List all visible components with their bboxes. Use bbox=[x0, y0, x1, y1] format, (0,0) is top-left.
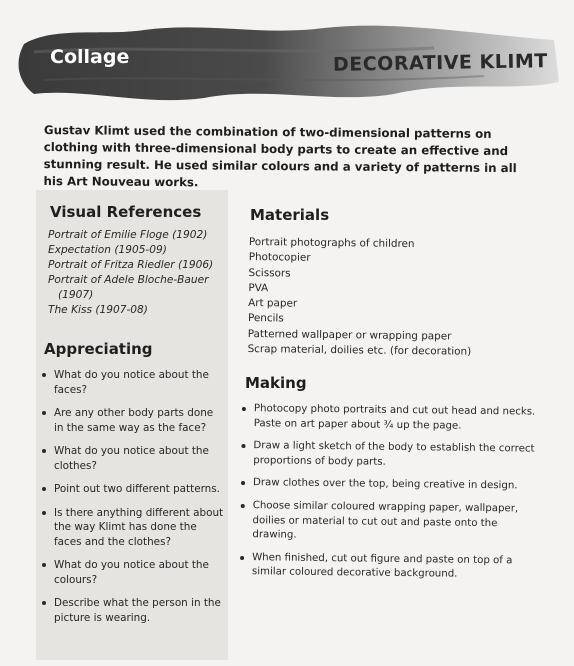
list-item: Photocopy photo portraits and cut out head and necks. Paste on art paper about ¾ up the page. bbox=[240, 402, 536, 435]
material-item: PVA bbox=[248, 281, 269, 295]
reference-item: The Kiss (1907-08) bbox=[48, 304, 148, 316]
making-heading: Making bbox=[245, 374, 307, 392]
appreciating-heading: Appreciating bbox=[44, 340, 153, 358]
section-label: Collage bbox=[50, 46, 130, 68]
material-item: Patterned wallpaper or wrapping paper bbox=[247, 327, 452, 343]
reference-item: Portrait of Emilie Floge (1902) bbox=[48, 229, 208, 241]
materials-list bbox=[248, 235, 549, 361]
material-item: Scrap material, doilies etc. (for decoration) bbox=[247, 343, 472, 358]
list-item: What do you notice about the faces? bbox=[36, 368, 224, 397]
list-item: Are any other body parts done in the same way as the face? bbox=[36, 406, 224, 435]
list-item: When finished, cut out figure and paste on top of a similar coloured decorative background. bbox=[238, 551, 534, 584]
material-item: Scissors bbox=[248, 266, 291, 280]
list-item: What do you notice about the clothes? bbox=[36, 444, 224, 473]
visual-references-heading: Visual References bbox=[50, 203, 202, 221]
header-banner bbox=[14, 22, 564, 102]
list-item: Describe what the person in the picture is wearing. bbox=[36, 596, 224, 625]
materials-heading: Materials bbox=[250, 206, 330, 224]
appreciating-list bbox=[36, 368, 224, 634]
reference-item: Portrait of Fritza Riedler (1906) bbox=[48, 259, 214, 271]
material-item: Pencils bbox=[247, 312, 284, 325]
reference-item: Portrait of Adele Bloche-Bauer bbox=[48, 274, 209, 286]
reference-item: (1907) bbox=[58, 289, 94, 301]
intro-paragraph: Gustav Klimt used the combination of two-dimensional patterns on clothing with three-dimensional body parts to create an effective and stunning result. He used similar colours and a variety of patterns in all his Art Nouveau works. bbox=[43, 122, 517, 190]
material-item: Art paper bbox=[248, 297, 298, 310]
page-title: DECORATIVE KLIMT bbox=[333, 50, 549, 76]
list-item: Draw a light sketch of the body to establish the correct proportions of body parts. bbox=[239, 439, 535, 472]
material-item: Photocopier bbox=[248, 251, 311, 265]
material-item: Portrait photographs of children bbox=[248, 235, 415, 251]
list-item: Draw clothes over the top, being creative in design. bbox=[239, 476, 535, 494]
list-item: Is there anything different about the way Klimt has done the faces and the clothes? bbox=[36, 506, 224, 550]
visual-references-list bbox=[48, 228, 228, 318]
reference-item: Expectation (1905-09) bbox=[48, 244, 167, 256]
list-item: Point out two different patterns. bbox=[36, 482, 224, 497]
list-item: What do you notice about the colours? bbox=[36, 558, 224, 587]
making-list bbox=[238, 402, 536, 592]
list-item: Choose similar coloured wrapping paper, wallpaper, doilies or material to cut out and paste onto the drawing. bbox=[238, 499, 535, 546]
